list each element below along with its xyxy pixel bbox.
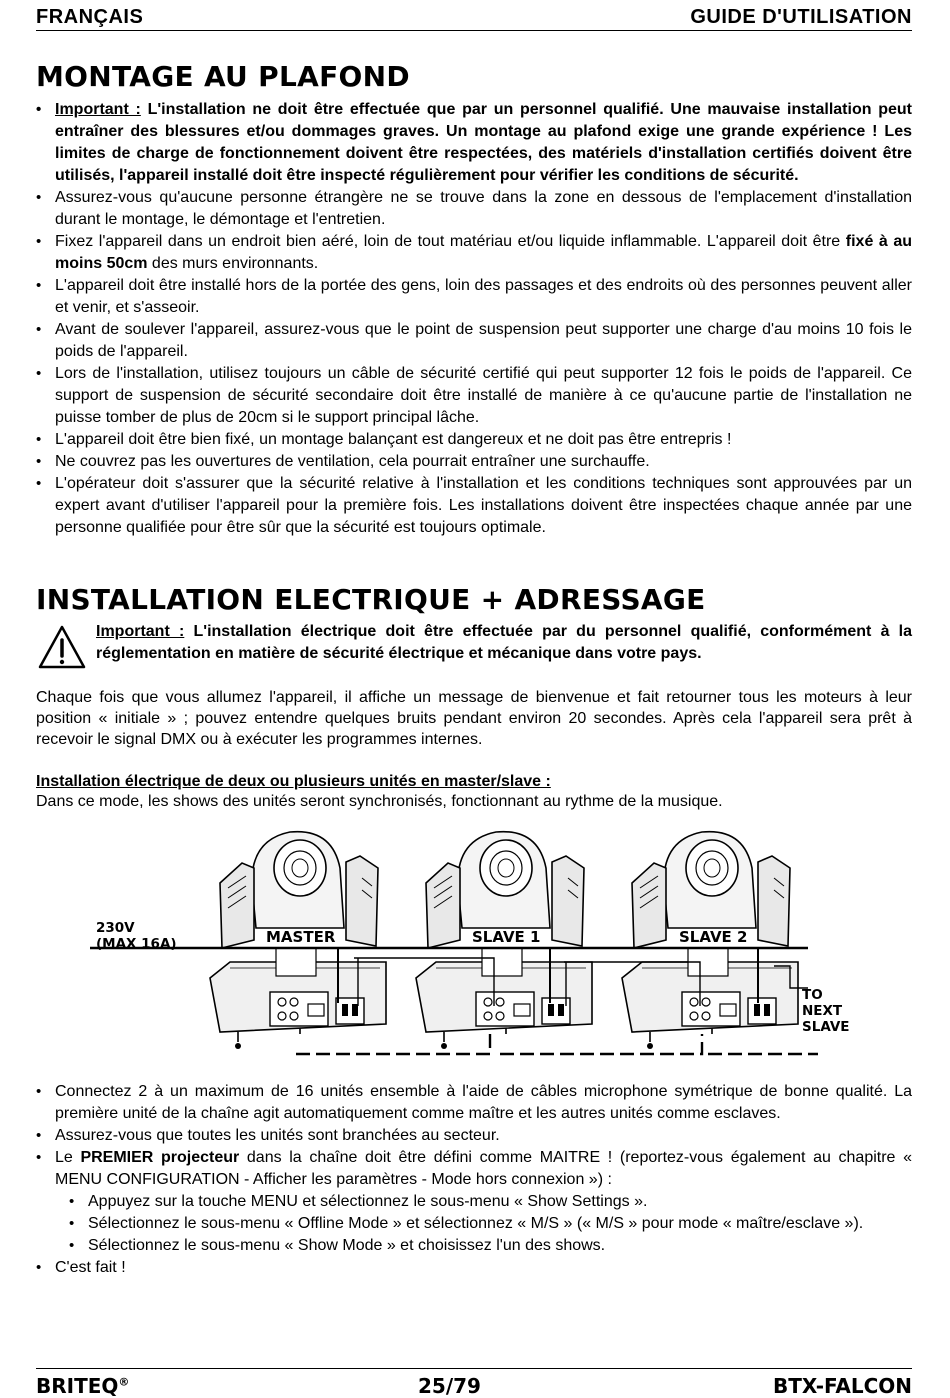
page-footer [36,1368,912,1397]
list-item: • Avant de soulever l'appareil, assurez-vous que le point de suspension peut supporter une charge d'au moins 10 fois le poids de l'appareil. [36,319,912,363]
page-number: 25/79 [418,1374,481,1398]
unit-label-slave-2: SLAVE 2 [679,928,748,946]
header-language: FRANÇAIS [36,6,144,28]
list-item: • Connectez 2 à un maximum de 16 unités ensemble à l'aide de câbles microphone symétrique de bonne qualité. La première unité de la chaîne agit automatiquement comme maître et les autres unités comme esclaves. [36,1081,912,1125]
unit-label-slave-1: SLAVE 1 [472,928,541,946]
montage-bullet-list [36,99,912,539]
warning-triangle-icon [38,625,86,669]
master-slave-steps-list [36,1081,912,1279]
intro-paragraph: Chaque fois que vous allumez l'appareil, il affiche un message de bienvenue et fait retourner tous les moteurs à leur position « initiale » ; pouvez entendre quelques bruits pendant environ 20 secondes. Après cela l'appareil sera prêt à recevoir le signal DMX ou à exécuter les programmes internes. [36,689,912,748]
subheading-intro: Dans ce mode, les shows des unités seront synchronisés, fonctionnant au rythme de la musique. [36,793,723,810]
list-item: • Sélectionnez le sous-menu « Offline Mode » et sélectionnez « M/S » (« M/S » pour mode « maître/esclave »). [55,1213,912,1235]
warning-text: Important : L'installation électrique doit être effectuée par du personnel qualifié, conformément à la réglementation en matière de sécurité électrique et mécanique dans votre pays. [96,623,913,662]
subheading-master-slave: Installation électrique de deux ou plusieurs unités en master/slave : [36,773,551,790]
header-guide-title: GUIDE D'UTILISATION [690,6,912,28]
footer-brand: BRITEQ® [36,1374,130,1398]
list-item: • C'est fait ! [36,1257,912,1279]
list-item: • L'appareil doit être bien fixé, un montage balançant est dangereux et ne doit pas être entrepris ! [36,429,912,451]
power-label: 230V (MAX 16A) [96,920,177,952]
footer-model: BTX-FALCON [773,1374,912,1398]
list-item: • Fixez l'appareil dans un endroit bien aéré, loin de tout matériau et/ou liquide inflammable. L'appareil doit être fixé à au moins 50cm des murs environnants. [36,231,912,275]
page-header [36,4,912,31]
list-item: • Appuyez sur la touche MENU et sélectionnez le sous-menu « Show Settings ». [55,1191,912,1213]
list-item: • Assurez-vous qu'aucune personne étrangère ne se trouve dans la zone en dessous de l'emplacement d'installation durant le montage, le démontage et l'entretien. [36,187,912,231]
section-title-installation: INSTALLATION ELECTRIQUE + ADRESSAGE [36,583,706,616]
list-item: • L'opérateur doit s'assurer que la sécurité relative à l'installation et les conditions techniques sont approuvées par un expert avant d'utiliser l'appareil pour la première fois. Les installations doivent être inspectées chaque année par une personne qualifiée pour être sûr que la sécurité est toujours optimale. [36,473,912,539]
list-item: • L'appareil doit être installé hors de la portée des gens, loin des passages et des endroits où des personnes peuvent aller et venir, et s'asseoir. [36,275,912,319]
section-title-montage: MONTAGE AU PLAFOND [36,60,410,93]
master-slave-diagram [90,828,850,1068]
list-item: • Le PREMIER projecteur dans la chaîne doit être défini comme MAITRE ! (reportez-vous également au chapitre « MENU CONFIGURATION - Afficher les paramètres - Mode hors connexion ») : • Appuyez sur la touche MENU et sélectionnez le sous-menu « Show Settings ». • Sélectionnez le sous-menu « Offline Mode » et sélectionnez « M/S » (« M/S » pour mode « maître/esclave »). • Sélectionnez le sous-menu « Show Mode » et choisissez l'un des shows. [36,1147,912,1257]
list-item: • Assurez-vous que toutes les unités sont branchées au secteur. [36,1125,912,1147]
list-item: • Ne couvrez pas les ouvertures de ventilation, cela pourrait entraîner une surchauffe. [36,451,912,473]
unit-label-master: MASTER [266,928,336,946]
list-item: • Sélectionnez le sous-menu « Show Mode » et choisissez l'un des shows. [55,1235,912,1257]
next-slave-label: TO NEXT SLAVE [802,987,850,1035]
list-item: • Lors de l'installation, utilisez toujours un câble de sécurité certifié qui peut supporter 12 fois le poids de l'appareil. Ce support de suspension de sécurité secondaire doit être installé de manière à ce qu'aucune partie de l'installation ne puisse tomber de plus de 20cm si le support principal lâche. [36,363,912,429]
list-item: • Important : L'installation ne doit être effectuée que par un personnel qualifié. Une mauvaise installation peut entraîner des blessures et/ou dommages graves. Un montage au plafond exige une grande expérience ! Les limites de charge de fonctionnement doivent être respectées, des matériels d'installation certifiés doivent être utilisés, l'appareil installé doit être inspecté régulièrement pour vérifier les conditions de sécurité. [36,99,912,187]
sub-steps-list [55,1191,912,1257]
